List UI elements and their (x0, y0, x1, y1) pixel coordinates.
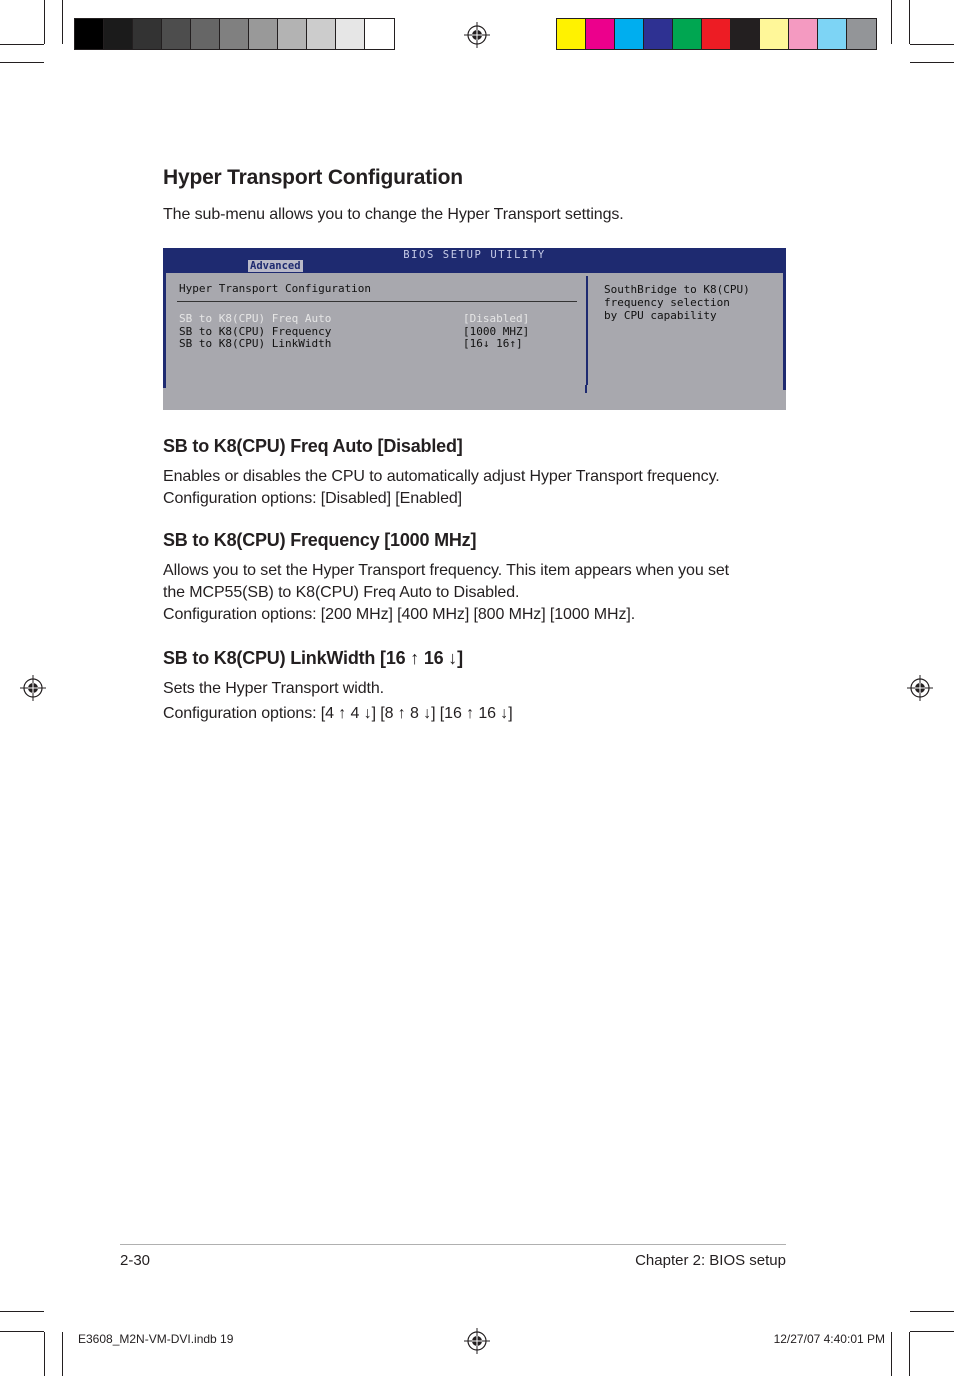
crop-mark (891, 0, 892, 44)
registration-mark-icon (907, 675, 933, 701)
color-swatch (760, 19, 789, 49)
bios-value-freq-auto[interactable]: [Disabled] (463, 312, 530, 325)
color-swatch (75, 19, 104, 49)
heading-linkwidth-text: 16 (419, 648, 449, 668)
bios-help-line: by CPU capability (604, 309, 717, 322)
freq-auto-options: Configuration options: [Disabled] [Enabled] (163, 490, 463, 507)
bios-item-linkwidth[interactable]: SB to K8(CPU) LinkWidth (179, 337, 332, 350)
bios-help-line: SouthBridge to K8(CPU) (604, 283, 750, 296)
footer-rule (120, 1244, 786, 1245)
bios-panel-divider (586, 276, 588, 386)
color-swatch (731, 19, 760, 49)
crop-mark (910, 62, 954, 63)
crop-mark (910, 1331, 954, 1332)
heading-frequency: SB to K8(CPU) Frequency [1000 MHz] (163, 530, 477, 550)
bios-value-frequency[interactable]: [1000 MHZ] (463, 325, 530, 338)
color-swatch (249, 19, 278, 49)
crop-mark (0, 44, 44, 45)
heading-linkwidth-text: SB to K8(CPU) LinkWidth [16 (163, 648, 411, 668)
color-swatch (191, 19, 220, 49)
options-text: 16 (474, 705, 501, 722)
color-swatch (586, 19, 615, 49)
crop-mark (891, 1332, 892, 1376)
color-swatch (818, 19, 847, 49)
heading-freq-auto: SB to K8(CPU) Freq Auto [Disabled] (163, 436, 463, 456)
crop-mark (910, 1311, 954, 1312)
color-swatch (847, 19, 876, 49)
chapter-label: Chapter 2: BIOS setup (635, 1252, 786, 1269)
process-color-bar (556, 18, 877, 50)
color-swatch (278, 19, 307, 49)
bios-panel-title: Hyper Transport Configuration (179, 282, 372, 295)
frequency-options: Configuration options: [200 MHz] [400 MHz] [800 MHz] [1000 MHz]. (163, 606, 636, 623)
options-text: 4 (346, 705, 364, 722)
color-swatch (702, 19, 731, 49)
page-number: 2-30 (120, 1252, 151, 1269)
color-swatch (307, 19, 336, 49)
section-title: Hyper Transport Configuration (163, 166, 463, 189)
frequency-desc-line: Allows you to set the Hyper Transport frequency. This item appears when you set (163, 562, 730, 579)
color-swatch (220, 19, 249, 49)
crop-mark (0, 1331, 44, 1332)
slug-filename: E3608_M2N-VM-DVI.indb 19 (78, 1332, 234, 1346)
intro-text: The sub-menu allows you to change the Hyper Transport settings. (163, 206, 624, 223)
bios-item-frequency[interactable]: SB to K8(CPU) Frequency (179, 325, 332, 338)
arrow-down-icon: ↓ (423, 705, 432, 722)
registration-mark-icon (464, 22, 490, 48)
freq-auto-desc-line: Enables or disables the CPU to automatically adjust Hyper Transport frequency. (163, 468, 720, 485)
color-swatch (789, 19, 818, 49)
linkwidth-options (163, 703, 513, 725)
crop-mark (0, 1311, 44, 1312)
color-swatch (644, 19, 673, 49)
registration-mark-icon (20, 675, 46, 701)
bios-item-freq-auto[interactable]: SB to K8(CPU) Freq Auto (179, 312, 332, 325)
linkwidth-desc: Sets the Hyper Transport width. (163, 680, 385, 697)
bios-title: BIOS SETUP UTILITY (403, 249, 546, 261)
arrow-up-icon: ↑ (410, 648, 420, 668)
arrow-down-icon: ↓ (448, 648, 458, 668)
options-text: ] (508, 705, 513, 722)
bios-screenshot (163, 248, 786, 410)
color-swatch (365, 19, 394, 49)
options-text: Configuration options: [4 (163, 705, 339, 722)
bios-value-linkwidth[interactable]: [16↓ 16↑] (463, 337, 523, 350)
heading-linkwidth-text: ] (457, 648, 463, 668)
options-text: ] [8 (371, 705, 398, 722)
crop-mark (909, 0, 910, 44)
crop-mark (909, 1332, 910, 1376)
bios-help-line: frequency selection (604, 296, 730, 309)
crop-mark (44, 1332, 45, 1376)
color-swatch (162, 19, 191, 49)
arrow-up-icon: ↑ (466, 705, 474, 722)
color-swatch (557, 19, 586, 49)
arrow-down-icon: ↓ (363, 705, 372, 722)
crop-mark (910, 44, 954, 45)
torn-edge (163, 385, 786, 410)
color-swatch (133, 19, 162, 49)
bios-header (163, 248, 786, 273)
registration-mark-icon (464, 1328, 490, 1354)
crop-mark (62, 1332, 63, 1376)
color-swatch (673, 19, 702, 49)
color-swatch (336, 19, 365, 49)
grayscale-color-bar (74, 18, 395, 50)
bios-panel-rule (177, 301, 577, 302)
frequency-desc-line: the MCP55(SB) to K8(CPU) Freq Auto to Disabled. (163, 584, 520, 601)
options-text: 8 (405, 705, 424, 722)
slug-date: 12/27/07 4:40:01 PM (773, 1332, 885, 1346)
heading-linkwidth (163, 648, 463, 669)
color-swatch (104, 19, 133, 49)
arrow-up-icon: ↑ (397, 705, 406, 722)
options-text: ] [16 (431, 705, 467, 722)
crop-mark (44, 0, 45, 44)
crop-mark (0, 62, 44, 63)
color-swatch (615, 19, 644, 49)
tab-advanced[interactable]: Advanced (250, 260, 301, 272)
crop-mark (62, 0, 63, 44)
arrow-down-icon: ↓ (500, 705, 509, 722)
arrow-up-icon: ↑ (338, 705, 347, 722)
